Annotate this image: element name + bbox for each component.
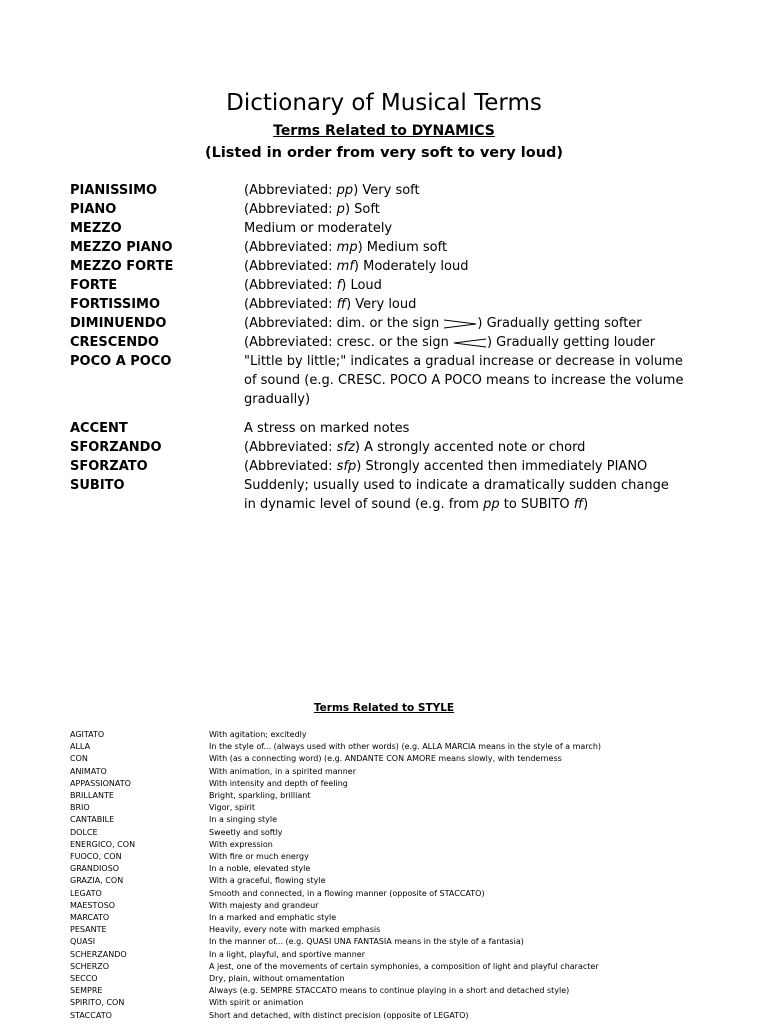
abbreviation: mf xyxy=(336,259,354,274)
style-term: QUASI xyxy=(70,937,96,947)
dynamics-term: FORTE xyxy=(70,278,118,293)
style-term: BRIO xyxy=(70,803,90,813)
dynamics-row xyxy=(0,419,768,438)
dynamics-row xyxy=(0,219,768,238)
style-definition: Heavily, every note with marked emphasis xyxy=(209,925,381,935)
style-term: SCHERZO xyxy=(70,961,110,971)
style-term: DOLCE xyxy=(70,827,98,837)
dynamics-subheading: (Listed in order from very soft to very loud) xyxy=(204,145,564,161)
style-row xyxy=(0,900,768,912)
dynamics-definition: (Abbreviated: mf) Moderately loud xyxy=(244,259,469,274)
style-row xyxy=(0,912,768,924)
style-term: STACCATO xyxy=(70,1010,112,1020)
dynamics-row xyxy=(0,257,768,276)
style-definition: Bright, sparkling, brilliant xyxy=(209,791,311,801)
dynamics-row xyxy=(0,200,768,219)
style-row xyxy=(0,741,768,753)
style-definition: In a light, playful, and sportive manner xyxy=(209,949,365,959)
style-term: SEMPRE xyxy=(70,986,103,996)
style-row xyxy=(0,961,768,973)
style-row xyxy=(0,936,768,948)
dynamics-term: SFORZATO xyxy=(70,459,148,474)
dynamics-row xyxy=(0,181,768,200)
style-definition: With intensity and depth of feeling xyxy=(209,778,348,788)
dynamics-definition: Suddenly; usually used to indicate a dramatically sudden change in dynamic level of sound (e.g. from pp to SUBITO ff) xyxy=(244,478,669,512)
style-definition: Short and detached, with distinct precision (opposite of LEGATO) xyxy=(209,1010,469,1020)
spacer xyxy=(0,409,768,419)
style-row xyxy=(0,790,768,802)
style-row xyxy=(0,888,768,900)
dynamics-term: POCO A POCO xyxy=(70,354,172,369)
dynamics-definition: (Abbreviated: f) Loud xyxy=(244,278,382,293)
style-definition: With spirit or animation xyxy=(209,998,304,1008)
dynamics-definition: (Abbreviated: sfp) Strongly accented then immediately PIANO xyxy=(244,459,648,474)
style-list xyxy=(0,729,768,1022)
style-definition: Always (e.g. SEMPRE STACCATO means to continue playing in a short and detached style) xyxy=(209,986,570,996)
dynamics-row xyxy=(0,438,768,457)
dynamics-term: DIMINUENDO xyxy=(70,316,167,331)
style-definition: In the manner of... (e.g. QUASI UNA FANTASIA means in the style of a fantasia) xyxy=(209,937,524,947)
crescendo-sign-icon xyxy=(453,338,487,348)
style-term: SPIRITO, CON xyxy=(70,998,125,1008)
dynamics-definition: (Abbreviated: cresc. or the sign ) Gradually getting louder xyxy=(244,335,656,350)
style-heading: Terms Related to STYLE xyxy=(313,702,455,714)
style-row xyxy=(0,827,768,839)
dynamics-term: FORTISSIMO xyxy=(70,297,161,312)
dynamics-row xyxy=(0,295,768,314)
style-row xyxy=(0,814,768,826)
dynamics-definition: (Abbreviated: pp) Very soft xyxy=(244,183,420,198)
style-term: LEGATO xyxy=(70,888,102,898)
style-term: CON xyxy=(70,754,88,764)
style-term: SCHERZANDO xyxy=(70,949,127,959)
dynamics-row xyxy=(0,476,768,514)
style-definition: With fire or much energy xyxy=(209,852,309,862)
dynamics-term: MEZZO FORTE xyxy=(70,259,174,274)
style-definition: With agitation; excitedly xyxy=(209,730,307,739)
style-row xyxy=(0,802,768,814)
style-row xyxy=(0,851,768,863)
dynamics-row xyxy=(0,352,768,409)
style-term: ALLA xyxy=(70,742,91,752)
style-definition: Dry, plain, without ornamentation xyxy=(209,974,345,984)
dynamics-row xyxy=(0,457,768,476)
style-term: APPASSIONATO xyxy=(70,778,131,788)
style-definition: With animation, in a spirited manner xyxy=(209,766,356,776)
style-definition: With (as a connecting word) (e.g. ANDANTE CON AMORE means slowly, with tenderness xyxy=(209,754,562,764)
style-definition: In the style of... (always used with other words) (e.g. ALLA MARCIA means in the style of a march) xyxy=(209,742,602,752)
style-row xyxy=(0,729,768,741)
dynamics-term: CRESCENDO xyxy=(70,335,159,350)
style-definition: In a singing style xyxy=(209,815,278,825)
style-row xyxy=(0,863,768,875)
dynamics-row xyxy=(0,314,768,333)
style-row xyxy=(0,973,768,985)
dynamics-term: PIANISSIMO xyxy=(70,183,158,198)
style-term: BRILLANTE xyxy=(70,791,114,801)
style-term: MARCATO xyxy=(70,913,110,923)
style-definition: A jest, one of the movements of certain symphonies, a composition of light and playful character xyxy=(209,961,599,971)
dynamics-definition: (Abbreviated: p) Soft xyxy=(244,202,380,217)
style-row xyxy=(0,1010,768,1022)
dynamics-definition: (Abbreviated: ff) Very loud xyxy=(244,297,417,312)
dynamics-term: MEZZO PIANO xyxy=(70,240,173,255)
dynamics-term: PIANO xyxy=(70,202,117,217)
abbreviation: ff xyxy=(573,497,584,512)
style-term: PESANTE xyxy=(70,925,107,935)
dynamics-row xyxy=(0,276,768,295)
style-row xyxy=(0,949,768,961)
abbreviation: mp xyxy=(336,240,358,255)
style-definition: Sweetly and softly xyxy=(209,827,283,837)
abbreviation: ff xyxy=(336,297,347,312)
dynamics-definition: (Abbreviated: sfz) A strongly accented note or chord xyxy=(244,440,586,455)
style-row xyxy=(0,753,768,765)
style-row xyxy=(0,778,768,790)
style-term: GRANDIOSO xyxy=(70,864,120,874)
style-term: SECCO xyxy=(70,974,98,984)
style-term: ENERGICO, CON xyxy=(70,839,136,849)
style-row xyxy=(0,997,768,1009)
style-definition: With a graceful, flowing style xyxy=(209,876,326,886)
style-definition: In a noble, elevated style xyxy=(209,864,311,874)
abbreviation: sfz xyxy=(336,440,355,455)
decrescendo-sign-icon xyxy=(443,319,477,329)
style-row xyxy=(0,839,768,851)
style-definition: In a marked and emphatic style xyxy=(209,913,337,923)
dynamics-definition: Medium or moderately xyxy=(244,221,393,236)
dynamics-term: SUBITO xyxy=(70,478,125,493)
style-term: FUOCO, CON xyxy=(70,852,122,862)
dynamics-definition: "Little by little;" indicates a gradual increase or decrease in volume of sound (e.g. CRESC. POCO A POCO means to increase the volume gradually) xyxy=(244,354,684,407)
style-term: AGITATO xyxy=(70,730,105,739)
style-row xyxy=(0,875,768,887)
style-definition: With expression xyxy=(209,839,273,849)
abbreviation: pp xyxy=(483,497,500,512)
dynamics-term: MEZZO xyxy=(70,221,122,236)
style-row xyxy=(0,924,768,936)
style-term: CANTABILE xyxy=(70,815,115,825)
style-definition: Vigor, spirit xyxy=(209,803,255,813)
dynamics-definition: (Abbreviated: dim. or the sign ) Gradually getting softer xyxy=(244,316,642,331)
dynamics-definition: A stress on marked notes xyxy=(244,421,410,436)
dynamics-term: SFORZANDO xyxy=(70,440,162,455)
dynamics-row xyxy=(0,238,768,257)
dynamics-list xyxy=(0,181,768,514)
abbreviation: sfp xyxy=(336,459,357,474)
abbreviation: p xyxy=(336,202,345,217)
page-title: Dictionary of Musical Terms xyxy=(226,90,542,116)
style-definition: Smooth and connected, in a flowing manner (opposite of STACCATO) xyxy=(209,888,485,898)
abbreviation: f xyxy=(336,278,342,293)
dynamics-term: ACCENT xyxy=(70,421,128,436)
dynamics-definition: (Abbreviated: mp) Medium soft xyxy=(244,240,448,255)
style-row xyxy=(0,766,768,778)
style-term: MAESTOSO xyxy=(70,900,116,910)
style-definition: With majesty and grandeur xyxy=(209,900,319,910)
style-row xyxy=(0,985,768,997)
abbreviation: pp xyxy=(336,183,354,198)
style-term: GRAZIA, CON xyxy=(70,876,124,886)
style-term: ANIMATO xyxy=(70,766,107,776)
dynamics-row xyxy=(0,333,768,352)
dynamics-heading: Terms Related to DYNAMICS xyxy=(273,123,495,139)
